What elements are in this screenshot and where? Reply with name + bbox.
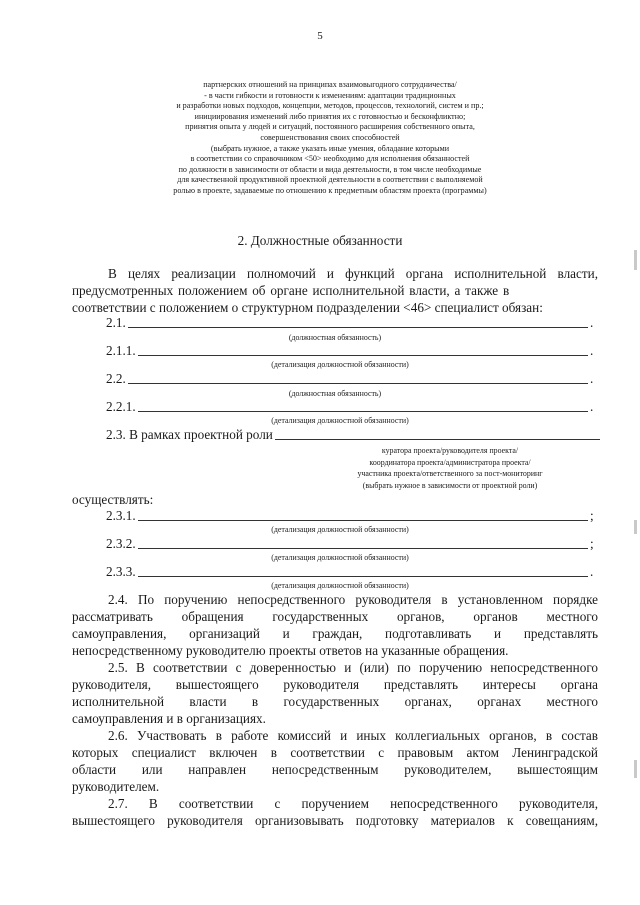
paragraph-line: 2.7. В соответствии с поручением непосредственного руководителя,: [108, 796, 598, 811]
sub-duty-hint: (детализация должностной обязанности): [271, 553, 409, 562]
header-note-line: принятия опыта у людей и ситуаций, постоянного расширения собственного опыта,: [185, 122, 475, 132]
duty-field-row: [106, 314, 598, 331]
intro-line: В целях реализации полномочий и функций органа исполнительной власти,: [108, 266, 598, 281]
duty-end-mark: .: [590, 399, 594, 414]
project-role-hint-line: координатора проекта/администратора проекта/: [369, 457, 531, 467]
paragraph-2-5: [72, 659, 598, 727]
paragraph-line: 2.5. В соответствии с доверенностью и (или) по поручению непосредственного: [108, 660, 598, 675]
paragraph-line: самоуправления и в организациях.: [72, 711, 266, 726]
paragraph-2-6: [72, 727, 598, 795]
project-role-row: [106, 426, 600, 443]
section-title: 2. Должностные обязанности: [237, 233, 403, 248]
intro-paragraph: [72, 265, 598, 316]
paragraph-line: рассматривать обращения государственных органов, органов местного: [72, 609, 598, 624]
project-role-label: 2.3. В рамках проектной роли: [106, 427, 273, 442]
project-role-hint-line: участника проекта/ответственного за пост-мониторинг: [357, 469, 543, 478]
intro-line: предусмотренных положением об органе исполнительной власти, а также в: [72, 283, 510, 298]
header-note-line: - в части гибкости и готовности к изменениям: адаптации традиционных: [204, 90, 456, 100]
implement-word: осуществлять:: [72, 492, 154, 507]
duty-end-mark: .: [590, 343, 594, 358]
header-note-line: по должности в зависимости от области и вида деятельности, в том числе необходимые: [178, 164, 482, 174]
sub-duty-field-row: [106, 507, 598, 524]
scan-edge-mark: [634, 250, 637, 270]
sub-duty-field-row: [106, 563, 598, 580]
project-role-input-line[interactable]: [275, 438, 600, 440]
sub-duty-input-line[interactable]: [138, 575, 588, 577]
scan-edge-mark: [634, 520, 637, 534]
sub-duty-hint: (детализация должностной обязанности): [271, 525, 409, 534]
duty-field-row: [106, 398, 598, 415]
duty-hint: (детализация должностной обязанности): [271, 416, 409, 425]
header-note-line: и разработки новых подходов, концепции, методов, процессов, технологий, систем и пр.;: [176, 101, 484, 111]
paragraph-line: которых специалист включен в соответствии с правовым актом Ленинградской: [72, 745, 598, 760]
duty-field-row: [106, 370, 598, 387]
sub-duty-end-mark: ;: [590, 536, 594, 551]
duty-number: 2.2.: [106, 371, 126, 386]
sub-duty-input-line[interactable]: [138, 519, 588, 521]
paragraph-line: самоуправления, организаций и граждан, подготавливать и представлять: [72, 626, 598, 641]
sub-duty-end-mark: ;: [590, 508, 594, 523]
paragraph-line: руководителем.: [72, 779, 160, 794]
sub-duty-number: 2.3.3.: [106, 564, 136, 579]
page-number: 5: [317, 30, 323, 42]
header-note-line: партнерских отношений на принципах взаимовыгодного сотрудничества/: [203, 80, 457, 89]
sub-duty-end-mark: .: [590, 564, 594, 579]
header-note-line: в соответствии со справочником <50> необходимо для исполнения обязанностей: [190, 154, 470, 164]
paragraph-line: области или направлен непосредственным руководителем, вышестоящим: [72, 762, 598, 777]
sub-duty-number: 2.3.2.: [106, 536, 136, 551]
header-note-line: инициирования изменений либо принятия их с готовностью и бесконфликтно;: [194, 111, 466, 121]
duty-number: 2.1.1.: [106, 343, 136, 358]
header-note-line: (выбрать нужное, а также указать иные умения, обладание которыми: [210, 143, 450, 153]
paragraph-line: 2.6. Участвовать в работе комиссий и иных коллегиальных органов, в состав: [108, 728, 598, 743]
sub-duty-hint: (детализация должностной обязанности): [271, 581, 409, 590]
duty-end-mark: .: [590, 371, 594, 386]
sub-duty-input-line[interactable]: [138, 547, 588, 549]
duty-number: 2.2.1.: [106, 399, 136, 414]
duty-hint: (должностная обязанность): [288, 389, 382, 398]
paragraph-line: 2.4. По поручению непосредственного руководителя в установленном порядке: [108, 592, 598, 607]
duty-number: 2.1.: [106, 315, 126, 330]
duty-input-line[interactable]: [138, 410, 588, 412]
duty-field-row: [106, 342, 598, 359]
project-role-hint-line: куратора проекта/руководителя проекта/: [381, 446, 519, 455]
sub-duty-number: 2.3.1.: [106, 508, 136, 523]
scan-edge-mark: [634, 760, 637, 778]
paragraph-2-7: [72, 795, 598, 829]
duty-hint: (должностная обязанность): [288, 333, 382, 342]
duty-hint: (детализация должностной обязанности): [271, 360, 409, 369]
intro-line: соответствии с положением о структурном подразделении <46> специалист обязан:: [72, 300, 543, 315]
paragraph-line: руководителя, вышестоящего руководителя представлять интересы органа: [72, 677, 598, 692]
paragraph-line: исполнительной власти в государственных органах, органах местного: [72, 694, 598, 709]
header-note-line: совершенствования своих способностей: [260, 132, 400, 142]
duty-input-line[interactable]: [128, 382, 588, 384]
paragraph-line: вышестоящего руководителя организовывать подготовку материалов к совещаниям,: [72, 813, 598, 828]
duty-input-line[interactable]: [128, 326, 588, 328]
paragraph-line: непосредственному руководителю проекты ответов на указанные обращения.: [72, 643, 509, 658]
duty-end-mark: .: [590, 315, 594, 330]
sub-duty-field-row: [106, 535, 598, 552]
project-role-hint-line: (выбрать нужное в зависимости от проектной роли): [362, 480, 538, 490]
header-note-line: для качественной продуктивной проектной деятельности в соответствии с выполняемой: [177, 175, 483, 185]
duty-input-line[interactable]: [138, 354, 588, 356]
paragraph-2-4: [72, 591, 598, 659]
header-note-line: ролью в проекте, задаваемые по отношению к предметным областям проекта (программы): [173, 185, 487, 195]
project-role-hints: [300, 445, 600, 491]
header-notes: [60, 80, 600, 197]
